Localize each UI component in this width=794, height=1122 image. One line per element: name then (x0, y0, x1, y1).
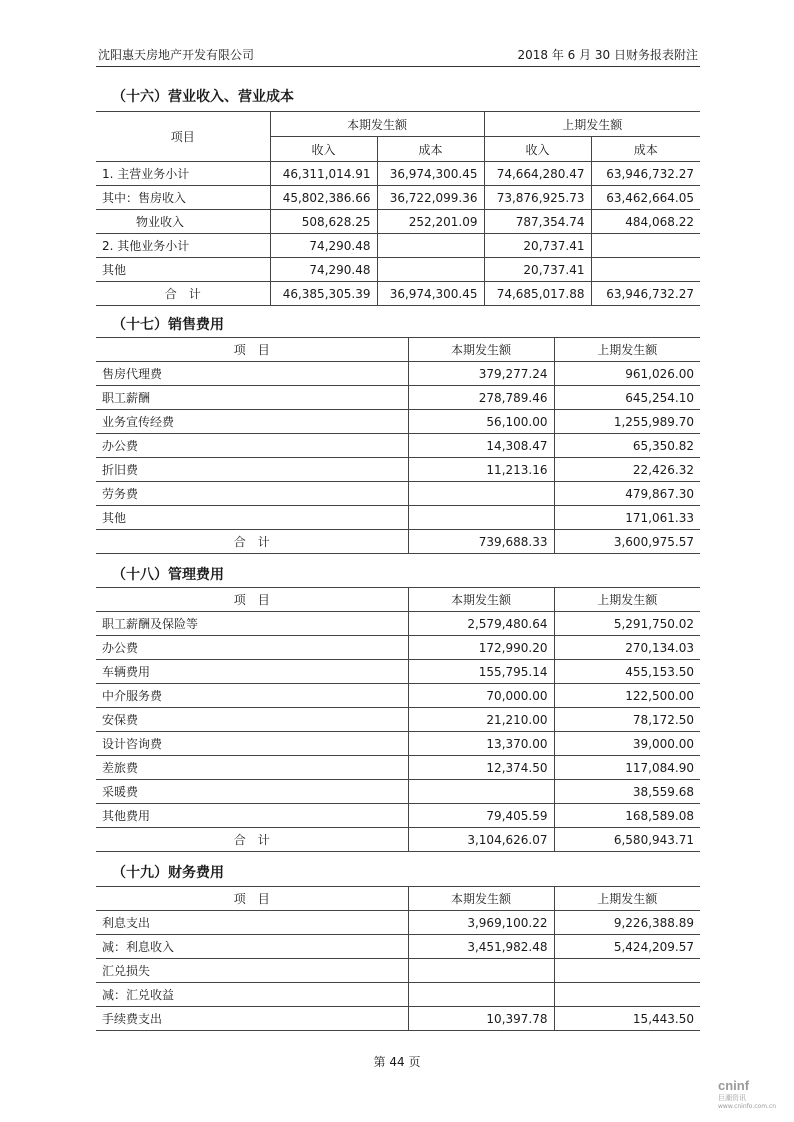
cell-prior: 171,061.33 (554, 506, 700, 530)
table-row (96, 732, 700, 756)
row-label: 安保费 (96, 708, 408, 732)
table-row (96, 660, 700, 684)
company-name: 沈阳惠天房地产开发有限公司 (98, 48, 255, 62)
row-label: 2. 其他业务小计 (96, 234, 270, 258)
row-label: 其他 (96, 258, 270, 282)
row-label: 其中：售房收入 (96, 186, 270, 210)
cell-prior: 9,226,388.89 (554, 911, 700, 935)
column-header-prior: 上期发生额 (554, 588, 700, 612)
row-label: 汇兑损失 (96, 959, 408, 983)
row-label: 采暖费 (96, 780, 408, 804)
table-row (96, 258, 700, 282)
cell-prior: 39,000.00 (554, 732, 700, 756)
cell-prior-cost: 63,462,664.05 (591, 186, 700, 210)
section-17-title: （十七）销售费用 (112, 317, 224, 333)
table-header-row (96, 338, 700, 362)
cell-current: 172,990.20 (408, 636, 554, 660)
cell-current-income: 46,385,305.39 (270, 282, 377, 306)
column-header-prior-income: 收入 (484, 137, 591, 162)
cell-current-income: 508,628.25 (270, 210, 377, 234)
table-header-row (96, 887, 700, 911)
table-total-row (96, 282, 700, 306)
cell-current: 278,789.46 (408, 386, 554, 410)
cell-prior: 65,350.82 (554, 434, 700, 458)
cell-current: 12,374.50 (408, 756, 554, 780)
cell-current: 70,000.00 (408, 684, 554, 708)
cell-current-cost: 36,974,300.45 (377, 282, 484, 306)
cell-prior: 3,600,975.57 (554, 530, 700, 554)
cell-current-income: 46,311,014.91 (270, 162, 377, 186)
cell-current: 10,397.78 (408, 1007, 554, 1031)
cell-current: 11,213.16 (408, 458, 554, 482)
column-header-current-income: 收入 (270, 137, 377, 162)
column-header-current: 本期发生额 (408, 588, 554, 612)
row-label: 设计咨询费 (96, 732, 408, 756)
table-total-row (96, 530, 700, 554)
cell-current-cost (377, 258, 484, 282)
column-header-prior: 上期发生额 (554, 887, 700, 911)
cell-current-income: 74,290.48 (270, 258, 377, 282)
cell-prior: 117,084.90 (554, 756, 700, 780)
cell-current: 56,100.00 (408, 410, 554, 434)
table-row (96, 804, 700, 828)
cell-prior-cost (591, 258, 700, 282)
row-label: 其他费用 (96, 804, 408, 828)
logo-url: www.cninfo.com.cn (718, 1103, 777, 1110)
table-row (96, 410, 700, 434)
table-row (96, 458, 700, 482)
cell-prior: 455,153.50 (554, 660, 700, 684)
cell-current: 3,969,100.22 (408, 911, 554, 935)
row-label: 手续费支出 (96, 1007, 408, 1031)
table-row (96, 482, 700, 506)
cell-current: 13,370.00 (408, 732, 554, 756)
cell-prior: 1,255,989.70 (554, 410, 700, 434)
selling-expense-table (96, 337, 700, 554)
cell-prior-cost: 63,946,732.27 (591, 282, 700, 306)
row-label: 差旅费 (96, 756, 408, 780)
cell-current: 155,795.14 (408, 660, 554, 684)
cell-current: 14,308.47 (408, 434, 554, 458)
document-title: 2018 年 6 月 30 日财务报表附注 (517, 48, 698, 62)
cell-prior-income: 73,876,925.73 (484, 186, 591, 210)
section-19-title: （十九）财务费用 (112, 865, 224, 881)
cell-prior: 645,254.10 (554, 386, 700, 410)
logo-wordmark: cninf (718, 1078, 750, 1093)
cell-current (408, 959, 554, 983)
cell-current: 79,405.59 (408, 804, 554, 828)
column-header-current: 本期发生额 (408, 338, 554, 362)
table-header-row (96, 112, 700, 137)
table-row (96, 186, 700, 210)
row-label: 其他 (96, 506, 408, 530)
row-label: 车辆费用 (96, 660, 408, 684)
table-row (96, 234, 700, 258)
table-row (96, 210, 700, 234)
table-row (96, 756, 700, 780)
cell-prior-cost (591, 234, 700, 258)
table-row (96, 708, 700, 732)
table-row (96, 911, 700, 935)
cell-current: 3,104,626.07 (408, 828, 554, 852)
cell-prior-cost: 63,946,732.27 (591, 162, 700, 186)
cell-current: 21,210.00 (408, 708, 554, 732)
row-label: 劳务费 (96, 482, 408, 506)
table-row (96, 162, 700, 186)
table-row (96, 684, 700, 708)
row-label: 减：利息收入 (96, 935, 408, 959)
column-header-item: 项 目 (96, 887, 408, 911)
cell-prior: 5,291,750.02 (554, 612, 700, 636)
admin-expense-table (96, 587, 700, 852)
table-total-row (96, 828, 700, 852)
cell-prior-income: 74,664,280.47 (484, 162, 591, 186)
revenue-cost-table (96, 111, 700, 306)
table-row (96, 935, 700, 959)
column-header-current: 本期发生额 (408, 887, 554, 911)
row-label: 中介服务费 (96, 684, 408, 708)
cninfo-logo (718, 1078, 788, 1114)
column-header-item: 项目 (96, 112, 270, 162)
cell-prior: 22,426.32 (554, 458, 700, 482)
cell-current: 739,688.33 (408, 530, 554, 554)
page-number: 第 44 页 (373, 1055, 421, 1069)
cell-prior: 38,559.68 (554, 780, 700, 804)
logo-subtitle: 巨潮资讯 (718, 1094, 746, 1102)
cell-prior: 961,026.00 (554, 362, 700, 386)
cell-prior: 168,589.08 (554, 804, 700, 828)
cell-current (408, 780, 554, 804)
row-label: 物业收入 (96, 210, 270, 234)
section-18-title: （十八）管理费用 (112, 567, 224, 583)
cell-current: 2,579,480.64 (408, 612, 554, 636)
cell-current: 3,451,982.48 (408, 935, 554, 959)
cell-current: 379,277.24 (408, 362, 554, 386)
cell-prior (554, 983, 700, 1007)
table-row (96, 386, 700, 410)
row-label: 售房代理费 (96, 362, 408, 386)
column-header-prior-cost: 成本 (591, 137, 700, 162)
column-header-prior: 上期发生额 (484, 112, 700, 137)
row-label: 职工薪酬及保险等 (96, 612, 408, 636)
column-header-current: 本期发生额 (270, 112, 484, 137)
cell-prior: 479,867.30 (554, 482, 700, 506)
row-label: 1. 主营业务小计 (96, 162, 270, 186)
cell-prior: 5,424,209.57 (554, 935, 700, 959)
row-label: 折旧费 (96, 458, 408, 482)
cell-prior: 78,172.50 (554, 708, 700, 732)
column-header-prior: 上期发生额 (554, 338, 700, 362)
row-label: 办公费 (96, 636, 408, 660)
finance-expense-table (96, 886, 700, 1031)
column-header-item: 项 目 (96, 588, 408, 612)
row-label: 业务宣传经费 (96, 410, 408, 434)
row-label: 利息支出 (96, 911, 408, 935)
cell-current-cost (377, 234, 484, 258)
row-label-total: 合 计 (96, 828, 408, 852)
row-label: 办公费 (96, 434, 408, 458)
cell-current-income: 74,290.48 (270, 234, 377, 258)
table-row (96, 612, 700, 636)
column-header-current-cost: 成本 (377, 137, 484, 162)
cell-prior-income: 20,737.41 (484, 258, 591, 282)
section-16-title: （十六）营业收入、营业成本 (112, 89, 294, 105)
row-label-total: 合 计 (96, 530, 408, 554)
cell-current-cost: 36,974,300.45 (377, 162, 484, 186)
cell-prior-income: 787,354.74 (484, 210, 591, 234)
header-rule (96, 66, 700, 67)
table-header-row (96, 588, 700, 612)
cell-current (408, 506, 554, 530)
row-label-total: 合 计 (96, 282, 270, 306)
cell-prior: 270,134.03 (554, 636, 700, 660)
cell-prior: 122,500.00 (554, 684, 700, 708)
cell-current (408, 983, 554, 1007)
row-label: 职工薪酬 (96, 386, 408, 410)
table-row (96, 983, 700, 1007)
table-row (96, 959, 700, 983)
cell-prior-income: 20,737.41 (484, 234, 591, 258)
cell-current (408, 482, 554, 506)
table-row (96, 636, 700, 660)
table-row (96, 434, 700, 458)
column-header-item: 项 目 (96, 338, 408, 362)
cell-current-cost: 252,201.09 (377, 210, 484, 234)
table-row (96, 1007, 700, 1031)
cell-current-cost: 36,722,099.36 (377, 186, 484, 210)
cell-prior (554, 959, 700, 983)
cell-prior-income: 74,685,017.88 (484, 282, 591, 306)
table-row (96, 780, 700, 804)
cell-prior: 6,580,943.71 (554, 828, 700, 852)
cell-prior-cost: 484,068.22 (591, 210, 700, 234)
cell-prior: 15,443.50 (554, 1007, 700, 1031)
table-row (96, 506, 700, 530)
row-label: 减：汇兑收益 (96, 983, 408, 1007)
cell-current-income: 45,802,386.66 (270, 186, 377, 210)
table-row (96, 362, 700, 386)
